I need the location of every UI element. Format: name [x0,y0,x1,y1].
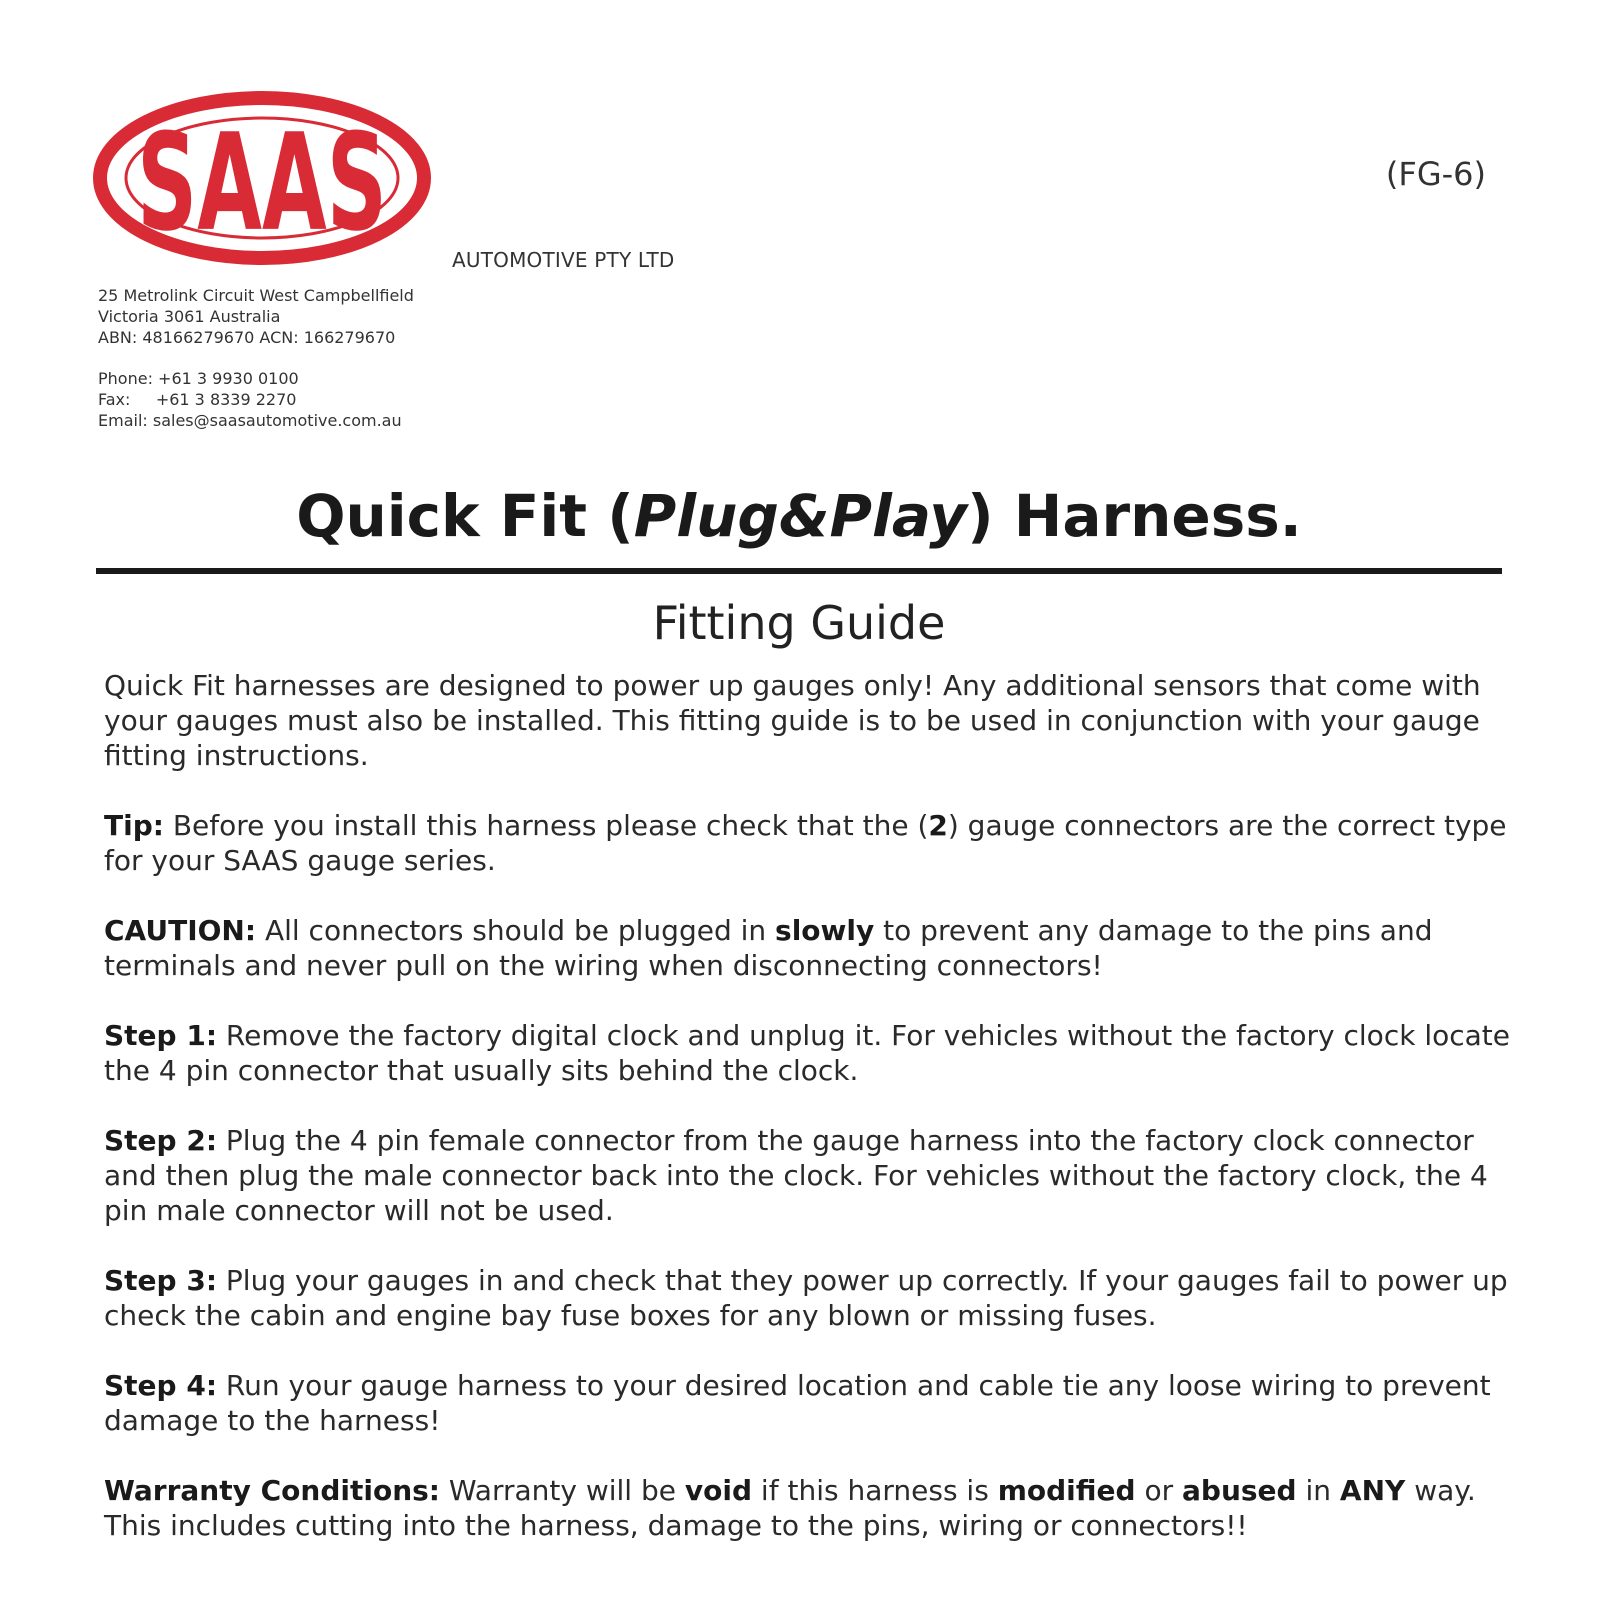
document-reference: (FG-6) [1385,155,1486,193]
address-line-1: 25 Metrolink Circuit West Campbellfield [98,286,414,305]
step-2: Step 2: Plug the 4 pin female connector from the gauge harness into the factory clock connector and then plug the male connector back into the clock. For vehicles without the factory clock, the 4 pin male connector will not be used. [104,1124,1488,1227]
step-4: Step 4: Run your gauge harness to your desired location and cable tie any loose wiring to prevent damage to the harness! [104,1369,1491,1437]
warranty-label: Warranty Conditions: [104,1474,440,1507]
caution-label: CAUTION: [104,914,257,947]
abn-acn: ABN: 48166279670 ACN: 166279670 [98,328,396,347]
intro-paragraph: Quick Fit harnesses are designed to power up gauges only! Any additional sensors that come with your gauges must also be installed. This fitting guide is to be used in conjunction with your gauge fitting instructions. [104,669,1481,772]
company-name: AUTOMOTIVE PTY LTD [452,248,675,272]
phone: Phone: +61 3 9930 0100 [98,369,299,388]
title-italic: Plug&Play [633,482,968,550]
warranty-paragraph: Warranty Conditions: Warranty will be void if this harness is modified or abused in ANY way. This includes cutting into the harness, damage to the pins, wiring or connectors!! [104,1474,1476,1542]
step-1: Step 1: Remove the factory digital clock and unplug it. For vehicles without the factory clock locate the 4 pin connector that usually sits behind the clock. [104,1019,1510,1087]
page-title: Quick Fit (Plug&Play) Harness. [296,482,1302,550]
saas-logo [92,90,432,270]
fax: Fax: +61 3 8339 2270 [98,390,297,409]
title-divider [96,568,1502,574]
page-subtitle: Fitting Guide [652,596,946,650]
tip-paragraph: Tip: Before you install this harness please check that the (2) gauge connectors are the correct type for your SAAS gauge series. [104,809,1507,877]
contact-block [98,285,414,431]
tip-label: Tip: [104,809,164,842]
step-3: Step 3: Plug your gauges in and check that they power up correctly. If your gauges fail to power up check the cabin and engine bay fuse boxes for any blown or missing fuses. [104,1264,1508,1332]
logo-text: SAAS [136,105,387,262]
document-body [104,668,1514,1578]
email: Email: sales@saasautomotive.com.au [98,411,402,430]
caution-paragraph: CAUTION: All connectors should be plugged in slowly to prevent any damage to the pins and terminals and never pull on the wiring when disconnecting connectors! [104,914,1433,982]
address-line-2: Victoria 3061 Australia [98,307,281,326]
